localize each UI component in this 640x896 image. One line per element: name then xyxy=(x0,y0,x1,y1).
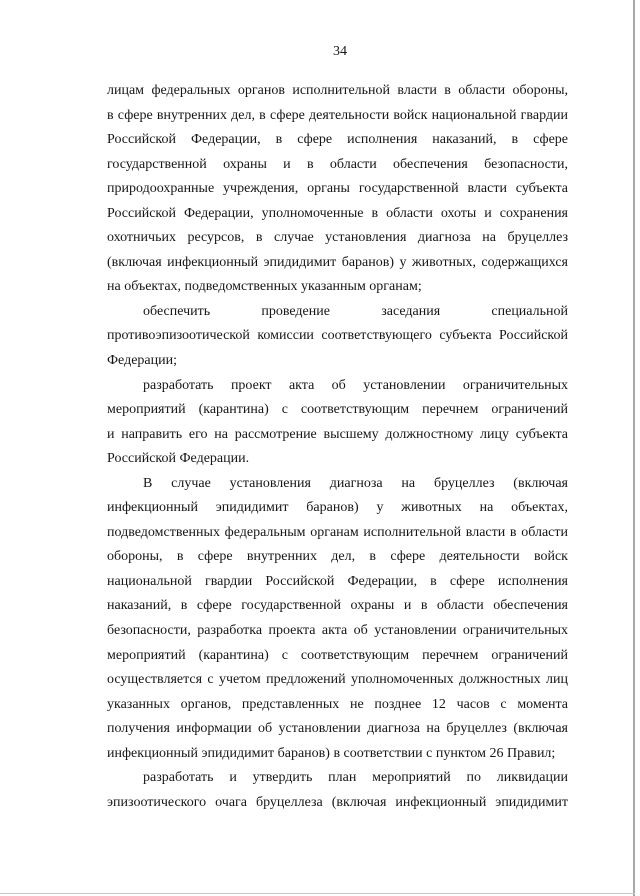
paragraph-4 xyxy=(107,472,568,767)
paragraph-2 xyxy=(107,300,568,374)
paragraph-1 xyxy=(107,79,568,300)
text-line: эпизоотического очага бруцеллеза (включая инфекционный эпидидимит xyxy=(107,794,568,810)
text-line: охотничьих ресурсов, в случае установления диагноза на бруцеллез xyxy=(107,230,568,246)
body-text xyxy=(107,79,568,815)
text-line: и направить его на рассмотрение высшему должностному лицу субъекта xyxy=(107,426,568,442)
text-line: осуществляется с учетом предложений уполномоченных должностных лиц xyxy=(107,672,568,688)
text-line: Российской Федерации, уполномоченные в области охоты и сохранения xyxy=(107,205,568,221)
text-line: мероприятий (карантина) с соответствующим перечнем ограничений xyxy=(107,402,568,418)
paragraph-3 xyxy=(107,374,568,472)
text-line: государственной охраны и в области обеспечения безопасности, xyxy=(107,156,568,172)
scan-edge-bottom xyxy=(0,893,635,894)
paragraph-5 xyxy=(107,766,568,815)
text-line: Российской Федерации. xyxy=(107,451,250,467)
text-line: в сфере внутренних дел, в сфере деятельности войск национальной гвардии xyxy=(107,107,568,123)
text-line: лицам федеральных органов исполнительной власти в области обороны, xyxy=(107,83,568,98)
text-line: В случае установления диагноза на бруцеллез (включая xyxy=(143,475,568,491)
text-line: подведомственных федеральным органам исполнительной власти в области xyxy=(107,524,568,540)
text-line: национальной гвардии Российской Федерации, в сфере исполнения xyxy=(107,573,568,589)
text-line: обеспечить проведение заседания специальной xyxy=(143,303,568,319)
text-line: (включая инфекционный эпидидимит баранов) у животных, содержащихся xyxy=(107,254,568,270)
text-line: разработать проект акта об установлении ограничительных xyxy=(143,377,568,393)
text-line: наказаний, в сфере государственной охраны и в области обеспечения xyxy=(107,598,568,614)
text-line: получения информации об установлении диагноза на бруцеллез (включая xyxy=(107,721,568,737)
text-line: безопасности, разработка проекта акта об установлении ограничительных xyxy=(107,623,568,639)
text-line: инфекционный эпидидимит баранов) у животных на объектах, xyxy=(107,500,568,516)
text-line: противоэпизоотической комиссии соответствующего субъекта Российской xyxy=(107,328,568,344)
text-line: указанных органов, представленных не позднее 12 часов с момента xyxy=(107,696,568,712)
text-line: мероприятий (карантина) с соответствующим перечнем ограничений xyxy=(107,647,568,663)
scan-edge-right xyxy=(633,0,635,896)
text-line: инфекционный эпидидимит баранов) в соответствии с пунктом 26 Правил; xyxy=(107,745,556,761)
text-line: обороны, в сфере внутренних дел, в сфере деятельности войск xyxy=(107,549,568,565)
text-line: Федерации; xyxy=(107,353,178,369)
page-number: 34 xyxy=(333,44,347,59)
text-line: разработать и утвердить план мероприятий по ликвидации xyxy=(143,770,568,786)
text-line: Российской Федерации, в сфере исполнения наказаний, в сфере xyxy=(107,132,568,148)
text-line: природоохранные учреждения, органы государственной власти субъекта xyxy=(107,181,568,197)
text-line: на объектах, подведомственных указанным органам; xyxy=(107,279,422,295)
